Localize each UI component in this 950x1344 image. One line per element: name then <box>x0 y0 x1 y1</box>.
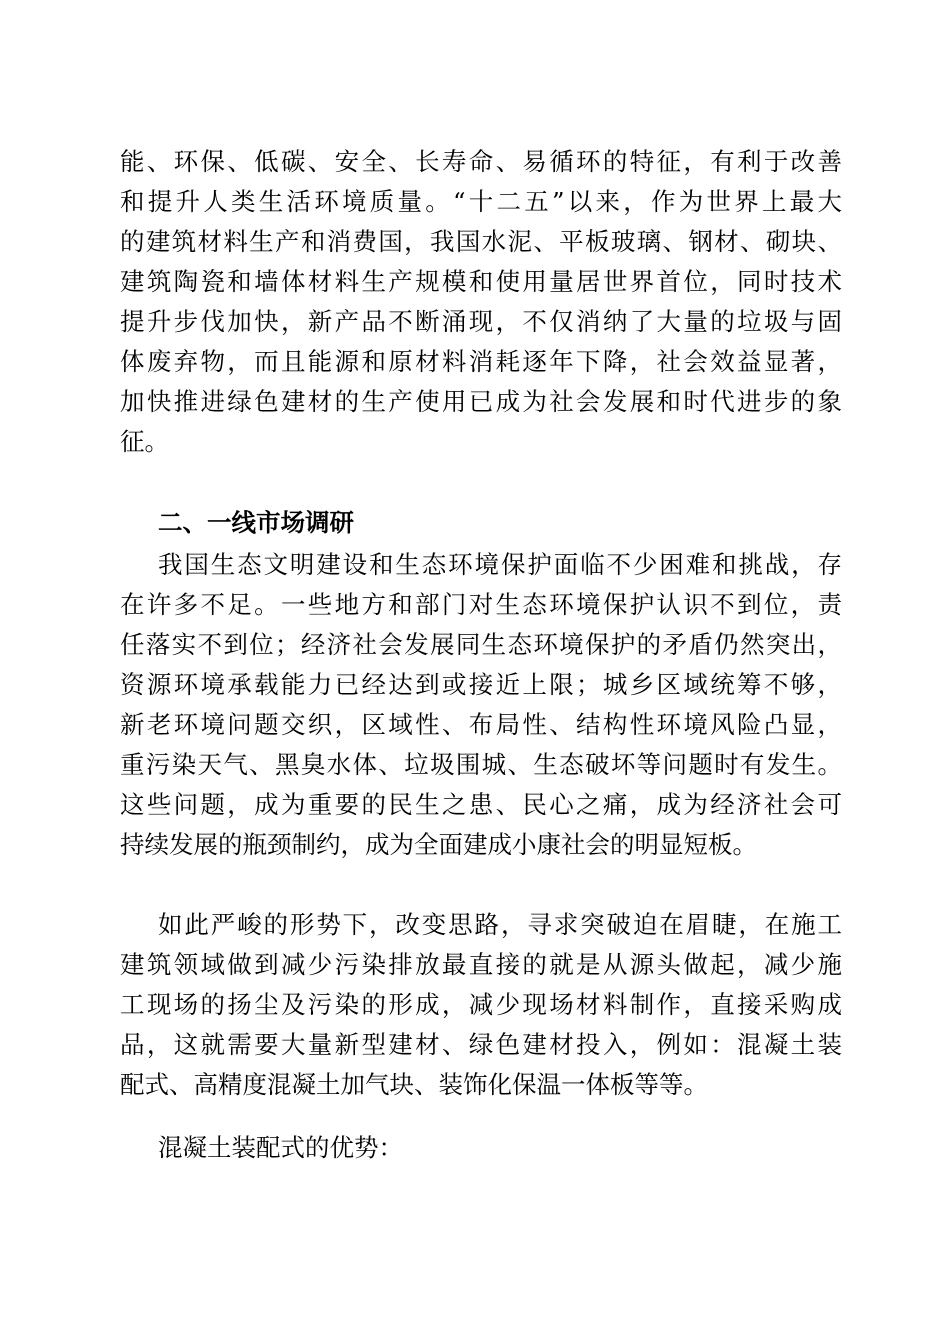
paragraph-line: 建筑陶瓷和墙体材料生产规模和使用量居世界首位，同时技术 <box>120 267 842 296</box>
paragraph-line: 的建筑材料生产和消费国，我国水泥、平板玻璃、钢材、砌块、 <box>120 227 842 256</box>
section-heading: 二、一线市场调研 <box>158 508 354 537</box>
paragraph-line: 混凝土装配式的优势： <box>158 1133 403 1162</box>
paragraph-line: 新老环境问题交织，区域性、布局性、结构性环境风险凸显， <box>120 710 842 739</box>
paragraph-construction-approach <box>120 905 842 1105</box>
paragraph-line: 品，这就需要大量新型建材、绿色建材投入，例如：混凝土装 <box>120 1030 842 1059</box>
paragraph-line: 工现场的扬尘及污染的形成，减少现场材料制作，直接采购成 <box>120 990 842 1019</box>
paragraph-prefab-advantages <box>120 1128 842 1168</box>
paragraph-line: 能、环保、低碳、安全、长寿命、易循环的特征，有利于改善 <box>120 147 842 176</box>
paragraph-line: 体废弃物，而且能源和原材料消耗逐年下降，社会效益显著， <box>120 347 842 376</box>
paragraph-line: 这些问题，成为重要的民生之患、民心之痛，成为经济社会可 <box>120 790 842 819</box>
paragraph-ecological-challenges <box>120 545 842 865</box>
paragraph-green-building-materials <box>120 142 842 462</box>
paragraph-line: 如此严峻的形势下，改变思路，寻求突破迫在眉睫，在施工 <box>158 910 842 939</box>
paragraph-line: 提升步伐加快，新产品不断涌现，不仅消纳了大量的垃圾与固 <box>120 307 842 336</box>
paragraph-line: 我国生态文明建设和生态环境保护面临不少困难和挑战，存 <box>158 550 842 579</box>
section-heading-block <box>120 503 842 543</box>
paragraph-line: 配式、高精度混凝土加气块、装饰化保温一体板等等。 <box>120 1070 708 1099</box>
paragraph-line: 重污染天气、黑臭水体、垃圾围城、生态破坏等问题时有发生。 <box>120 750 842 779</box>
paragraph-line: 征。 <box>120 427 169 456</box>
paragraph-line: 加快推进绿色建材的生产使用已成为社会发展和时代进步的象 <box>120 387 842 416</box>
paragraph-line: 持续发展的瓶颈制约，成为全面建成小康社会的明显短板。 <box>120 830 757 859</box>
paragraph-line: 在许多不足。一些地方和部门对生态环境保护认识不到位，责 <box>120 590 842 619</box>
paragraph-line: 和提升人类生活环境质量。“十二五”以来，作为世界上最大 <box>120 187 842 216</box>
paragraph-line: 资源环境承载能力已经达到或接近上限；城乡区域统筹不够， <box>120 670 842 699</box>
paragraph-line: 建筑领域做到减少污染排放最直接的就是从源头做起，减少施 <box>120 950 842 979</box>
paragraph-line: 任落实不到位；经济社会发展同生态环境保护的矛盾仍然突出， <box>120 630 842 659</box>
